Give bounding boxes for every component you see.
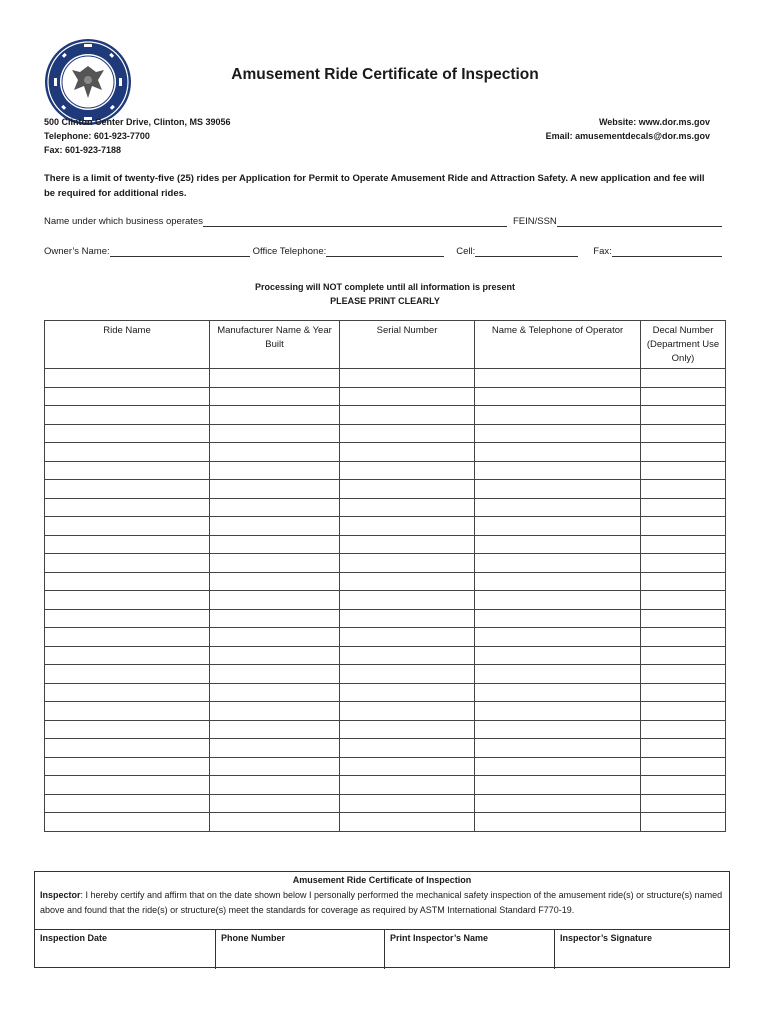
decal-number-cell[interactable] [641,720,726,739]
serial-number-cell[interactable] [340,535,475,554]
processing-notice [0,280,770,308]
ride-name-cell[interactable] [45,406,210,425]
serial-number-cell[interactable] [340,757,475,776]
table-row [45,794,726,813]
manufacturer-cell[interactable] [210,720,340,739]
ride-name-cell[interactable] [45,628,210,647]
operator-cell[interactable] [475,480,641,499]
serial-number-cell[interactable] [340,776,475,795]
table-row [45,720,726,739]
decal-number-cell[interactable] [641,683,726,702]
inspector-signature-label: Inspector’s Signature [560,933,653,943]
web-contact [546,115,710,143]
inspector-label: Inspector [40,890,81,900]
phone-number-label: Phone Number [221,933,286,943]
decal-number-cell[interactable] [641,517,726,536]
processing-line: Processing will NOT complete until all information is present [254,282,516,292]
manufacturer-cell[interactable] [210,683,340,702]
operator-cell[interactable] [475,609,641,628]
serial-number-cell[interactable] [340,702,475,721]
operator-cell[interactable] [475,776,641,795]
table-row [45,702,726,721]
ride-name-cell[interactable] [45,609,210,628]
table-row [45,813,726,832]
serial-number-cell[interactable] [340,498,475,517]
manufacturer-cell[interactable] [210,665,340,684]
operator-cell[interactable] [475,387,641,406]
operator-cell[interactable] [475,757,641,776]
fax: Fax: 601-923-7188 [44,145,122,155]
operator-cell[interactable] [475,813,641,832]
serial-number-cell[interactable] [340,739,475,758]
operator-cell[interactable] [475,591,641,610]
manufacturer-cell[interactable] [210,794,340,813]
ride-limit-notice: There is a limit of twenty-five (25) rides per Application for Permit to Operate Amusement Ride and Attraction Safety. A new application and fee will be required for additional rides. [44,173,705,199]
certification-title: Amusement Ride Certificate of Inspection [292,875,472,885]
table-row [45,554,726,573]
manufacturer-cell[interactable] [210,461,340,480]
decal-number-cell[interactable] [641,591,726,610]
serial-number-cell[interactable] [340,480,475,499]
operator-cell[interactable] [475,628,641,647]
business-name-field[interactable] [203,215,507,227]
table-row [45,683,726,702]
owner-row [44,245,722,257]
manufacturer-cell[interactable] [210,406,340,425]
serial-number-header: Serial Number [340,321,475,369]
table-row [45,387,726,406]
table-row [45,665,726,684]
ride-name-cell[interactable] [45,776,210,795]
operator-cell[interactable] [475,572,641,591]
operator-cell[interactable] [475,424,641,443]
operator-cell[interactable] [475,498,641,517]
table-row [45,461,726,480]
decal-number-cell[interactable] [641,646,726,665]
serial-number-cell[interactable] [340,424,475,443]
operator-cell[interactable] [475,369,641,388]
ride-name-cell[interactable] [45,683,210,702]
decal-number-cell[interactable] [641,702,726,721]
serial-number-cell[interactable] [340,591,475,610]
rides-table [44,320,726,832]
serial-number-cell[interactable] [340,794,475,813]
manufacturer-cell[interactable] [210,702,340,721]
table-row [45,517,726,536]
office-phone-label: Office Telephone: [252,246,327,257]
table-row [45,535,726,554]
table-header-row [45,321,726,369]
cell-field[interactable] [475,245,578,257]
manufacturer-cell[interactable] [210,535,340,554]
manufacturer-cell[interactable] [210,591,340,610]
manufacturer-cell[interactable] [210,757,340,776]
decal-number-header: Decal Number (Department Use Only) [641,321,726,369]
inspector-name-cell[interactable] [385,930,555,969]
fein-label: FEIN/SSN [512,216,557,227]
ride-name-cell[interactable] [45,665,210,684]
ride-name-cell[interactable] [45,554,210,573]
manufacturer-cell[interactable] [210,424,340,443]
table-row [45,480,726,499]
serial-number-cell[interactable] [340,369,475,388]
table-row [45,646,726,665]
certification-statement [40,888,724,918]
decal-number-cell[interactable] [641,498,726,517]
serial-number-cell[interactable] [340,646,475,665]
operator-cell[interactable] [475,702,641,721]
operator-cell[interactable] [475,794,641,813]
business-name-label: Name under which business operates [44,216,203,227]
ride-name-cell[interactable] [45,794,210,813]
contact-info [44,115,231,157]
ride-name-cell[interactable] [45,646,210,665]
ride-name-cell[interactable] [45,757,210,776]
manufacturer-cell[interactable] [210,443,340,462]
operator-cell[interactable] [475,720,641,739]
ride-name-cell[interactable] [45,720,210,739]
inspection-fields [35,929,729,969]
office-phone-field[interactable] [326,245,444,257]
manufacturer-cell[interactable] [210,628,340,647]
table-row [45,424,726,443]
serial-number-cell[interactable] [340,554,475,573]
ride-name-cell[interactable] [45,572,210,591]
manufacturer-cell[interactable] [210,776,340,795]
inspection-date-cell[interactable] [35,930,216,969]
decal-number-cell[interactable] [641,406,726,425]
manufacturer-cell[interactable] [210,609,340,628]
manufacturer-cell[interactable] [210,572,340,591]
table-row [45,739,726,758]
certification-box [34,871,730,968]
table-row [45,572,726,591]
decal-number-cell[interactable] [641,461,726,480]
table-row [45,369,726,388]
fax-field[interactable] [612,245,722,257]
serial-number-cell[interactable] [340,720,475,739]
inspector-name-label: Print Inspector’s Name [390,933,489,943]
operator-cell[interactable] [475,646,641,665]
ride-name-cell[interactable] [45,517,210,536]
decal-number-cell[interactable] [641,739,726,758]
operator-cell[interactable] [475,739,641,758]
operator-cell[interactable] [475,443,641,462]
table-row [45,776,726,795]
business-row [44,215,722,227]
ride-name-header: Ride Name [45,321,210,369]
manufacturer-cell[interactable] [210,498,340,517]
ride-name-cell[interactable] [45,498,210,517]
serial-number-cell[interactable] [340,406,475,425]
operator-cell[interactable] [475,406,641,425]
email: Email: amusementdecals@dor.ms.gov [545,131,710,141]
owner-name-field[interactable] [110,245,250,257]
manufacturer-cell[interactable] [210,387,340,406]
serial-number-cell[interactable] [340,572,475,591]
ride-name-cell[interactable] [45,813,210,832]
ride-name-cell[interactable] [45,369,210,388]
table-row [45,498,726,517]
manufacturer-cell[interactable] [210,369,340,388]
phone-number-cell[interactable] [216,930,385,969]
print-clearly-line: PLEASE PRINT CLEARLY [330,296,440,306]
ride-name-cell[interactable] [45,591,210,610]
telephone: Telephone: 601-923-7700 [44,131,150,141]
decal-number-cell[interactable] [641,665,726,684]
fein-field[interactable] [557,215,722,227]
decal-number-cell[interactable] [641,628,726,647]
serial-number-cell[interactable] [340,665,475,684]
serial-number-cell[interactable] [340,683,475,702]
inspection-date-label: Inspection Date [40,933,108,943]
manufacturer-cell[interactable] [210,646,340,665]
ride-name-cell[interactable] [45,739,210,758]
serial-number-cell[interactable] [340,461,475,480]
fax-label: Fax: [593,246,612,257]
decal-number-cell[interactable] [641,813,726,832]
decal-number-cell[interactable] [641,387,726,406]
ride-name-cell[interactable] [45,387,210,406]
serial-number-cell[interactable] [340,517,475,536]
ride-name-cell[interactable] [45,443,210,462]
owner-name-label: Owner’s Name: [44,246,110,257]
decal-number-cell[interactable] [641,443,726,462]
operator-header: Name & Telephone of Operator [475,321,641,369]
ride-name-cell[interactable] [45,480,210,499]
table-row [45,757,726,776]
decal-number-cell[interactable] [641,794,726,813]
ride-name-cell[interactable] [45,535,210,554]
operator-cell[interactable] [475,554,641,573]
decal-number-cell[interactable] [641,757,726,776]
table-row [45,628,726,647]
page-title: Amusement Ride Certificate of Inspection [231,66,539,83]
decal-number-cell[interactable] [641,480,726,499]
decal-number-cell[interactable] [641,776,726,795]
operator-cell[interactable] [475,683,641,702]
decal-number-cell[interactable] [641,554,726,573]
website: Website: www.dor.ms.gov [598,117,710,127]
decal-number-cell[interactable] [641,424,726,443]
manufacturer-header: Manufacturer Name & Year Built [210,321,340,369]
statement-text: : I hereby certify and affirm that on the date shown below I personally performed the mechanical safety inspection of the amusement ride(s) or structure(s) named above and found that the ride(s) or structure(s) meet the standards for coverage as required by ASTM International Standard F770-19. [40,890,723,915]
serial-number-cell[interactable] [340,628,475,647]
table-row [45,406,726,425]
table-row [45,609,726,628]
operator-cell[interactable] [475,665,641,684]
manufacturer-cell[interactable] [210,739,340,758]
manufacturer-cell[interactable] [210,517,340,536]
operator-cell[interactable] [475,461,641,480]
serial-number-cell[interactable] [340,443,475,462]
decal-number-cell[interactable] [641,609,726,628]
operator-cell[interactable] [475,517,641,536]
table-row [45,443,726,462]
operator-cell[interactable] [475,535,641,554]
inspector-signature-cell[interactable] [555,930,729,969]
decal-number-cell[interactable] [641,369,726,388]
manufacturer-cell[interactable] [210,480,340,499]
decal-number-cell[interactable] [641,572,726,591]
ride-name-cell[interactable] [45,424,210,443]
manufacturer-cell[interactable] [210,554,340,573]
serial-number-cell[interactable] [340,813,475,832]
cell-label: Cell: [456,246,476,257]
table-row [45,591,726,610]
decal-number-cell[interactable] [641,535,726,554]
address: 500 Clinton Center Drive, Clinton, MS 39056 [44,117,231,127]
serial-number-cell[interactable] [340,387,475,406]
manufacturer-cell[interactable] [210,813,340,832]
ride-name-cell[interactable] [45,702,210,721]
ride-name-cell[interactable] [45,461,210,480]
serial-number-cell[interactable] [340,609,475,628]
